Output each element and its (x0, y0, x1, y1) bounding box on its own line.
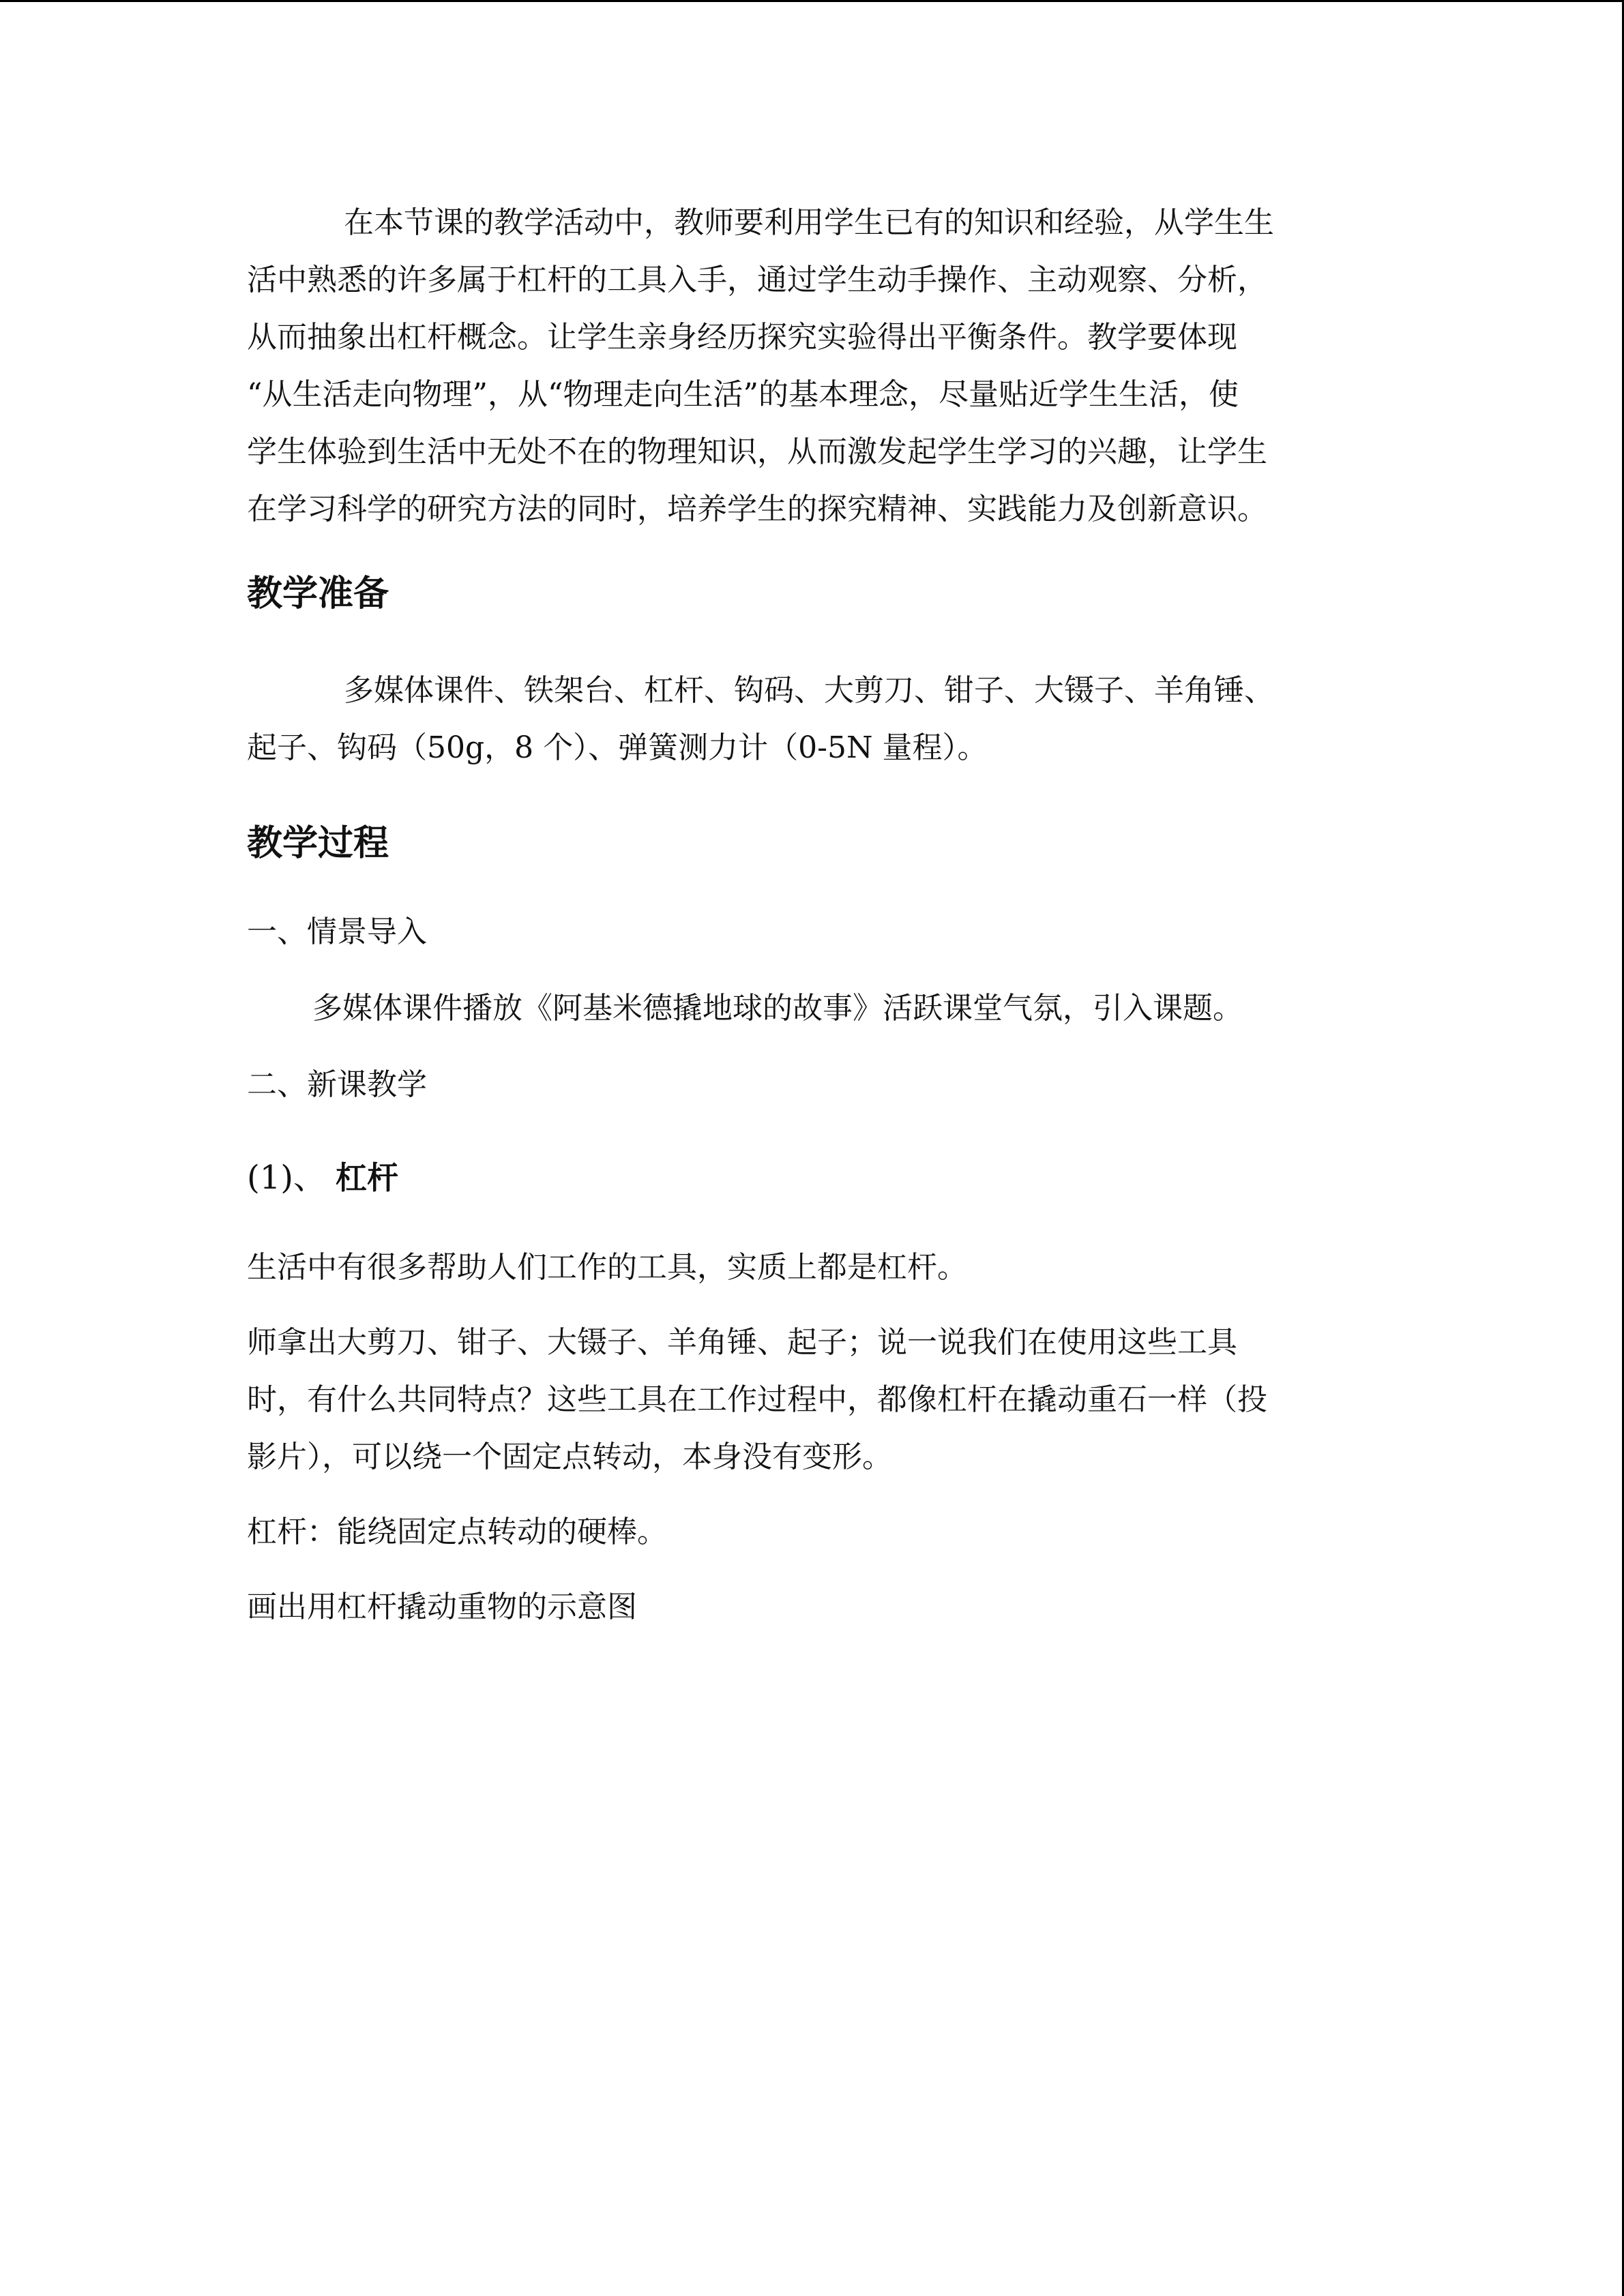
intro-paragraph (247, 194, 1379, 538)
lever-tools-line-2: 时，有什么共同特点？这些工具在工作过程中，都像杠杆在撬动重石一样（投 (247, 1382, 1267, 1417)
lever-tools-line-1: 师拿出大剪刀、钳子、大镊子、羊角锤、起子；说一说我们在使用这些工具 (247, 1325, 1237, 1360)
intro-line-1: 在本节课的教学活动中，教师要利用学生已有的知识和经验，从学生生 (344, 205, 1274, 240)
intro-line-2: 活中熟悉的许多属于杠杆的工具入手，通过学生动手操作、主动观察、分析， (247, 263, 1267, 297)
subsection-lever-title (247, 1149, 1379, 1208)
intro-line-4: “从生活走向物理”，从“物理走向生活”的基本理念，尽量贴近学生生活，使 (247, 377, 1239, 412)
prep-heading: 教学准备 (247, 573, 389, 614)
page-border-top (0, 0, 1624, 2)
prep-paragraph (247, 662, 1379, 777)
intro-line-3: 从而抽象出杠杆概念。让学生亲身经历探究实验得出平衡条件。教学要体现 (247, 320, 1237, 355)
prep-line-1: 多媒体课件、铁架台、杠杆、钩码、大剪刀、钳子、大镊子、羊角锤、 (344, 673, 1274, 708)
prep-line-2: 起子、钩码（50g，8 个）、弹簧测力计（0-5N 量程）。 (247, 730, 988, 765)
lever-tools-paragraph (247, 1314, 1379, 1486)
process-heading: 教学过程 (247, 823, 389, 864)
intro-line-5: 学生体验到生活中无处不在的物理知识，从而激发起学生学习的兴趣，让学生 (247, 434, 1267, 469)
document-body (247, 194, 1379, 1636)
lever-intro-text: 生活中有很多帮助人们工作的工具，实质上都是杠杆。 (247, 1250, 967, 1285)
lever-diagram-instruction: 画出用杠杆撬动重物的示意图 (247, 1590, 637, 1624)
section-1-text: 多媒体课件播放《阿基米德撬地球的故事》活跃课堂气氛，引入课题。 (312, 991, 1243, 1026)
section-1-title: 一、情景导入 (247, 914, 427, 949)
intro-line-6: 在学习科学的研究方法的同时，培养学生的探究精神、实践能力及创新意识。 (247, 492, 1267, 526)
section-2-title: 二、新课教学 (247, 1067, 427, 1102)
lever-tools-line-3: 影片），可以绕一个固定点转动，本身没有变形。 (247, 1440, 892, 1474)
subsection-number: (1)、 (247, 1159, 326, 1197)
subsection-label: 杠杆 (336, 1159, 398, 1196)
lever-definition: 杠杆：能绕固定点转动的硬棒。 (247, 1515, 667, 1549)
